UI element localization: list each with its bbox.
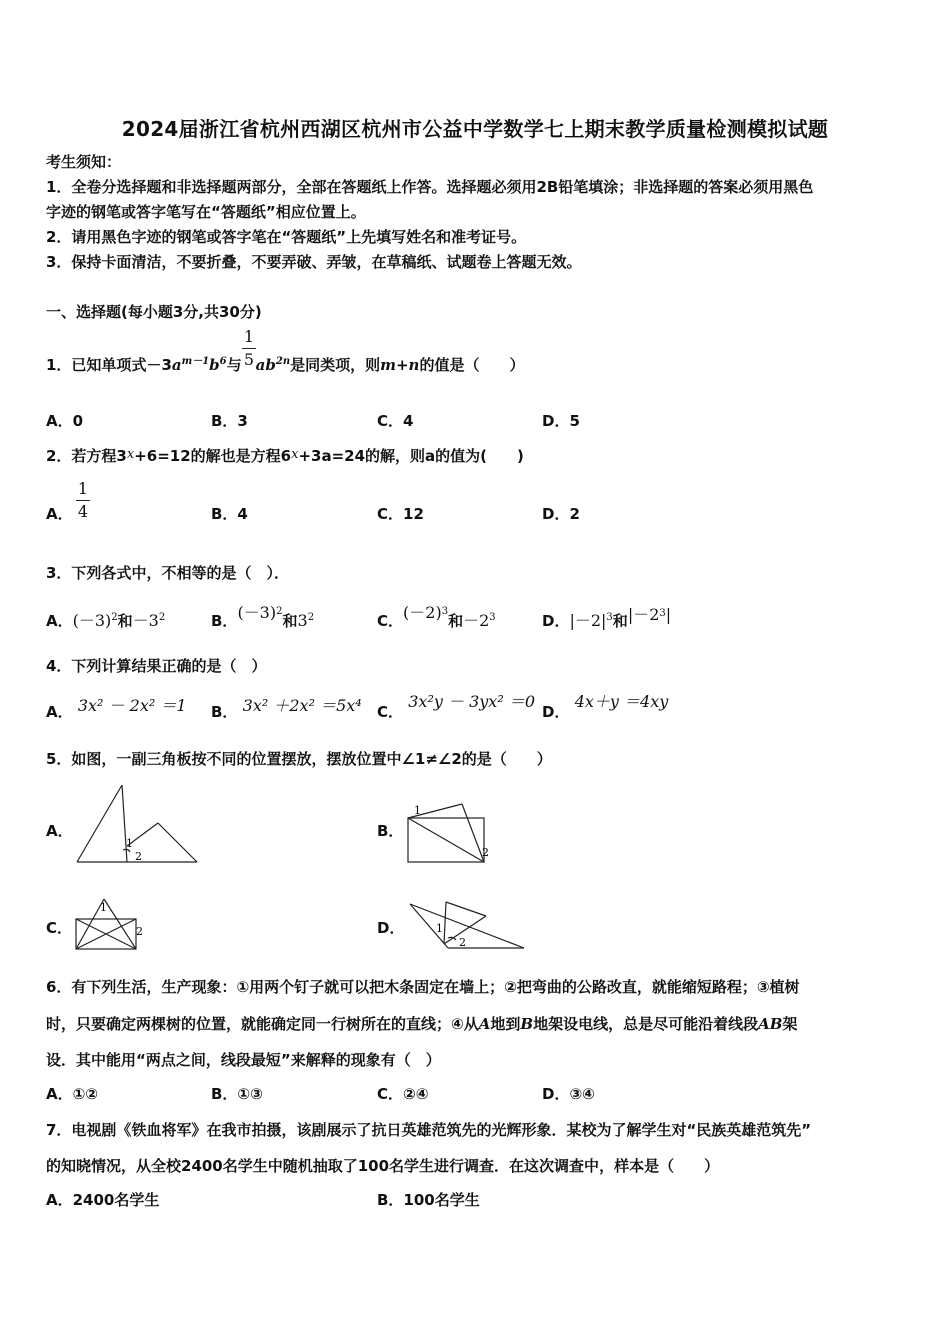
question-1 — [46, 352, 524, 375]
question-3: 3．下列各式中，不相等的是（ ）． — [46, 564, 289, 582]
q6-option-a[interactable]: A．①② — [46, 1085, 99, 1103]
q5-figure-b — [404, 800, 496, 866]
q1-fraction — [242, 328, 256, 369]
q6-option-b[interactable]: B．①③ — [211, 1085, 263, 1103]
q4-option-b[interactable] — [211, 696, 362, 722]
q5-option-c[interactable]: C． — [46, 919, 73, 937]
q2-option-a-label: A． — [46, 505, 73, 523]
q3-a-label: A． — [46, 612, 73, 630]
q5-d-angle-2: 2 — [459, 936, 466, 949]
q3-c-left: (－2) — [403, 603, 442, 622]
notice-line-1a: 1．全卷分选择题和非选择题两部分，全部在答题纸上作答。选择题必须用2B铅笔填涂；非选择题的答案必须用黑色 — [46, 178, 814, 196]
q3-d-right-exp: 3 — [659, 608, 666, 619]
notice-heading: 考生须知： — [46, 153, 122, 171]
q1-term-ab: ab — [255, 356, 276, 374]
q6-option-c[interactable]: C．②④ — [377, 1085, 429, 1103]
q7-option-b[interactable]: B．100名学生 — [377, 1191, 480, 1209]
q3-b-right: 3 — [297, 611, 308, 630]
q5-option-d[interactable]: D． — [377, 919, 405, 937]
q3-a-and: 和 — [117, 612, 133, 630]
q3-d-left: |－2| — [569, 611, 607, 630]
q2-option-d[interactable]: D．2 — [542, 505, 580, 523]
q1-mn: m+n — [380, 356, 420, 374]
q2-option-a[interactable] — [46, 504, 73, 524]
q3-c-right-exp: 3 — [489, 612, 496, 623]
question-4: 4．下列计算结果正确的是（ ） — [46, 657, 267, 675]
q2-frac-num: 1 — [77, 479, 89, 498]
q6-line2-a: 时，只要确定两棵树的位置，就能确定同一行树所在的直线；④从 — [46, 1015, 479, 1033]
q3-a-right-exp: 2 — [158, 612, 166, 623]
q2-var-1: x — [126, 447, 135, 462]
q3-d-left-exp: 3 — [606, 612, 613, 623]
q2-option-c[interactable]: C．12 — [377, 505, 424, 523]
q5-figure-c — [72, 895, 162, 953]
q3-a-left-exp: 2 — [111, 612, 118, 623]
q6-line2-b: 地到 — [490, 1015, 521, 1033]
q5-option-a[interactable]: A． — [46, 822, 73, 840]
q1-option-c[interactable]: C．4 — [377, 412, 414, 430]
q5-option-b[interactable]: B． — [377, 822, 404, 840]
q4-b-expr: 3x² ＋2x² ＝5x⁴ — [242, 696, 362, 715]
q5-figure-d — [404, 896, 528, 952]
q1-frac-bar — [242, 348, 256, 349]
q4-option-a[interactable] — [46, 696, 187, 722]
q4-d-expr: 4x＋y ＝4xy — [574, 692, 669, 711]
q1-option-a[interactable]: A．0 — [46, 412, 84, 430]
q2-frac-bar — [76, 500, 90, 501]
q1-term-b: b — [209, 356, 220, 374]
question-7-line-1: 7．电视剧《铁血将军》在我市拍摄，该剧展示了抗日英雄范筑先的光辉形象．某校为了解学生对“民族英雄范筑先” — [46, 1121, 812, 1139]
q1-frac-num: 1 — [243, 327, 255, 346]
q5-b-angle-1: 1 — [414, 804, 421, 817]
q3-d-label: D． — [542, 612, 570, 630]
q4-a-label: A． — [46, 703, 73, 721]
q3-b-right-exp: 2 — [307, 612, 315, 623]
q6-point-a: A — [478, 1015, 491, 1033]
notice-line-1b: 字迹的钢笔或答字笔写在“答题纸”相应位置上。 — [46, 203, 366, 221]
q3-b-and: 和 — [282, 612, 298, 630]
q3-a-left: (－3) — [72, 611, 112, 630]
q4-b-label: B． — [211, 703, 238, 721]
q2-fraction — [76, 480, 90, 521]
q3-b-left: (－3) — [237, 603, 277, 622]
q4-a-expr: 3x² － 2x² ＝1 — [77, 696, 187, 715]
q3-option-d[interactable] — [542, 605, 672, 631]
q1-frac-den: 5 — [243, 350, 255, 369]
q2-frac-den: 4 — [77, 502, 89, 521]
q2-option-b[interactable]: B．4 — [211, 505, 248, 523]
q2-part-1: 2．若方程3 — [46, 447, 127, 465]
q5-b-angle-2: 2 — [482, 846, 489, 859]
question-7-line-2: 的知晓情况，从全校2400名学生中随机抽取了100名学生进行调查．在这次调查中，样本是（ ） — [46, 1157, 720, 1175]
q1-prefix: 1．已知单项式－3 — [46, 356, 172, 374]
q3-c-and: 和 — [448, 612, 464, 630]
q4-option-d[interactable] — [542, 692, 669, 722]
q2-var-2: x — [291, 447, 299, 462]
q6-line2-d: 架 — [782, 1015, 798, 1033]
q3-c-label: C． — [377, 612, 404, 630]
q3-b-left-exp: 2 — [276, 606, 283, 617]
section-heading: 一、选择题(每小题3分,共30分) — [46, 303, 262, 321]
q1-exp-2: 6 — [219, 356, 227, 367]
question-2 — [46, 445, 524, 466]
page-title: 2024届浙江省杭州西湖区杭州市公益中学数学七上期末教学质量检测模拟试题 — [121, 117, 829, 141]
q3-d-right: |－2 — [627, 605, 660, 624]
q2-part-3: +3a=24的解，则a的值为( ) — [298, 447, 524, 465]
q4-c-label: C． — [377, 703, 404, 721]
q3-d-and: 和 — [612, 612, 628, 630]
q1-exp-1: m－1 — [181, 356, 210, 367]
q3-d-close: | — [665, 605, 672, 624]
q3-option-a[interactable] — [46, 608, 165, 631]
q1-exp-3: 2n — [275, 356, 291, 367]
q3-a-right: －3 — [132, 611, 159, 630]
q4-option-c[interactable] — [377, 692, 536, 722]
q7-option-a[interactable]: A．2400名学生 — [46, 1191, 160, 1209]
q3-option-b[interactable] — [211, 603, 315, 631]
q1-suffix-2: 的值是（ ） — [419, 356, 525, 374]
notice-line-2: 2．请用黑色字迹的钢笔或答字笔在“答题纸”上先填写姓名和准考证号。 — [46, 228, 527, 246]
q5-d-angle-1: 1 — [436, 922, 443, 935]
q1-term-a: a — [171, 356, 182, 374]
q4-c-expr: 3x²y － 3yx² ＝0 — [408, 692, 536, 711]
q5-a-angle-1: 1 — [126, 837, 133, 850]
q5-a-angle-2: 2 — [135, 850, 142, 863]
q3-option-c[interactable] — [377, 603, 496, 631]
q1-option-d[interactable]: D．5 — [542, 412, 580, 430]
q5-c-angle-1: 1 — [100, 901, 107, 914]
question-6-line-1: 6．有下列生活，生产现象：①用两个钉子就可以把木条固定在墙上；②把弯曲的公路改直，就能缩短路程；③植树 — [46, 978, 800, 996]
question-5: 5．如图，一副三角板按不同的位置摆放，摆放位置中∠1≠∠2的是（ ） — [46, 750, 552, 768]
question-6-line-3: 设．其中能用“两点之间，线段最短”来解释的现象有（ ） — [46, 1051, 441, 1069]
q1-suffix: 是同类项，则 — [290, 356, 381, 374]
q1-mid: 与 — [226, 356, 242, 374]
q6-option-d[interactable]: D．③④ — [542, 1085, 595, 1103]
q6-line2-c: 地架设电线，总是尽可能沿着线段 — [533, 1015, 759, 1033]
q5-figure-a — [72, 780, 202, 866]
q3-c-right: －2 — [463, 611, 490, 630]
q6-point-b: B — [520, 1015, 534, 1033]
q4-d-label: D． — [542, 703, 570, 721]
q1-option-b[interactable]: B．3 — [211, 412, 248, 430]
notice-line-3: 3．保持卡面清洁，不要折叠，不要弄破、弄皱，在草稿纸、试题卷上答题无效。 — [46, 253, 582, 271]
q5-c-angle-2: 2 — [136, 925, 143, 938]
q2-part-2: +6=12的解也是方程6 — [134, 447, 292, 465]
q6-segment-ab: AB — [758, 1015, 783, 1033]
q3-c-left-exp: 3 — [441, 606, 449, 617]
question-6-line-2 — [46, 1014, 797, 1034]
q3-b-label: B． — [211, 612, 238, 630]
